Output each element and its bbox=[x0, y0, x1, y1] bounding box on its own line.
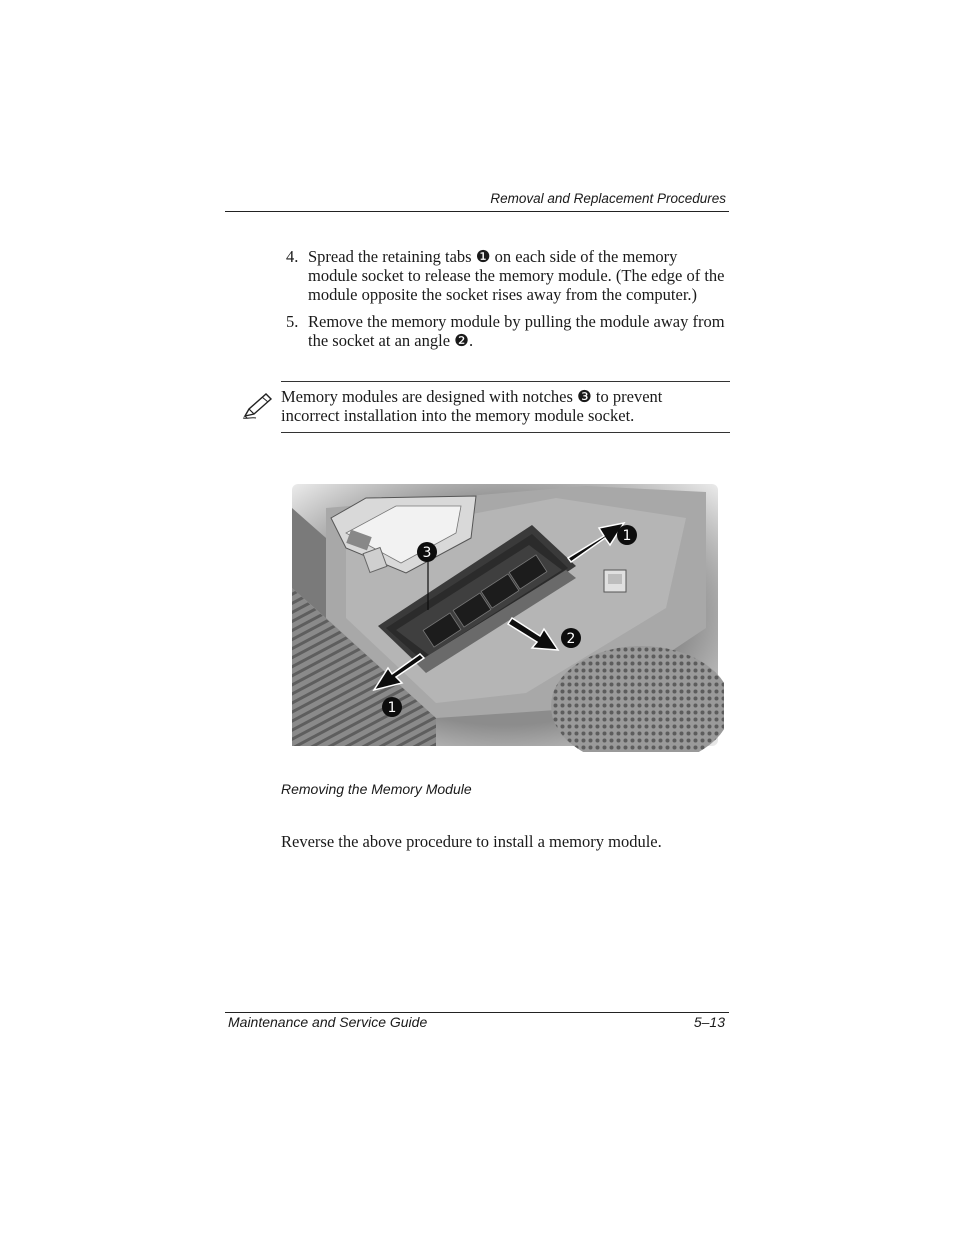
callout-label: 1 bbox=[622, 528, 632, 544]
step-number: 5. bbox=[286, 311, 299, 331]
step-4 bbox=[286, 247, 726, 305]
procedure-steps bbox=[286, 247, 726, 357]
step-number: 4. bbox=[286, 247, 299, 266]
note-rule-bottom bbox=[281, 432, 730, 433]
callout-1-bottom bbox=[382, 697, 402, 717]
note-rule-top bbox=[281, 381, 730, 382]
page-number: 5–13 bbox=[693, 1014, 725, 1030]
step-text: Spread the retaining tabs ❶ on each side of the memory module socket to release the memory module. (The edge of the module opposite the socket rises away from the computer.) bbox=[308, 247, 725, 305]
footer-rule bbox=[225, 1012, 729, 1013]
pencil-note-icon bbox=[242, 391, 274, 421]
callout-label: 3 bbox=[422, 545, 432, 561]
callout-3 bbox=[417, 542, 437, 562]
step-text: Remove the memory module by pulling the module away from the socket at an angle ❷. bbox=[308, 311, 725, 350]
note-text: Memory modules are designed with notches ❸ to prevent incorrect installation into the memory module socket. bbox=[281, 387, 663, 426]
callout-1-top bbox=[617, 525, 637, 545]
figure-caption: Removing the Memory Module bbox=[281, 781, 472, 797]
body-paragraph: Reverse the above procedure to install a memory module. bbox=[281, 832, 662, 851]
callout-2 bbox=[561, 628, 581, 648]
callout-label: 1 bbox=[387, 700, 397, 716]
header-rule bbox=[225, 211, 729, 212]
callout-label: 2 bbox=[566, 631, 576, 647]
step-5 bbox=[286, 312, 726, 350]
footer-guide-title: Maintenance and Service Guide bbox=[228, 1014, 428, 1030]
running-header: Removal and Replacement Procedures bbox=[490, 191, 726, 206]
memory-module-illustration bbox=[286, 478, 724, 752]
